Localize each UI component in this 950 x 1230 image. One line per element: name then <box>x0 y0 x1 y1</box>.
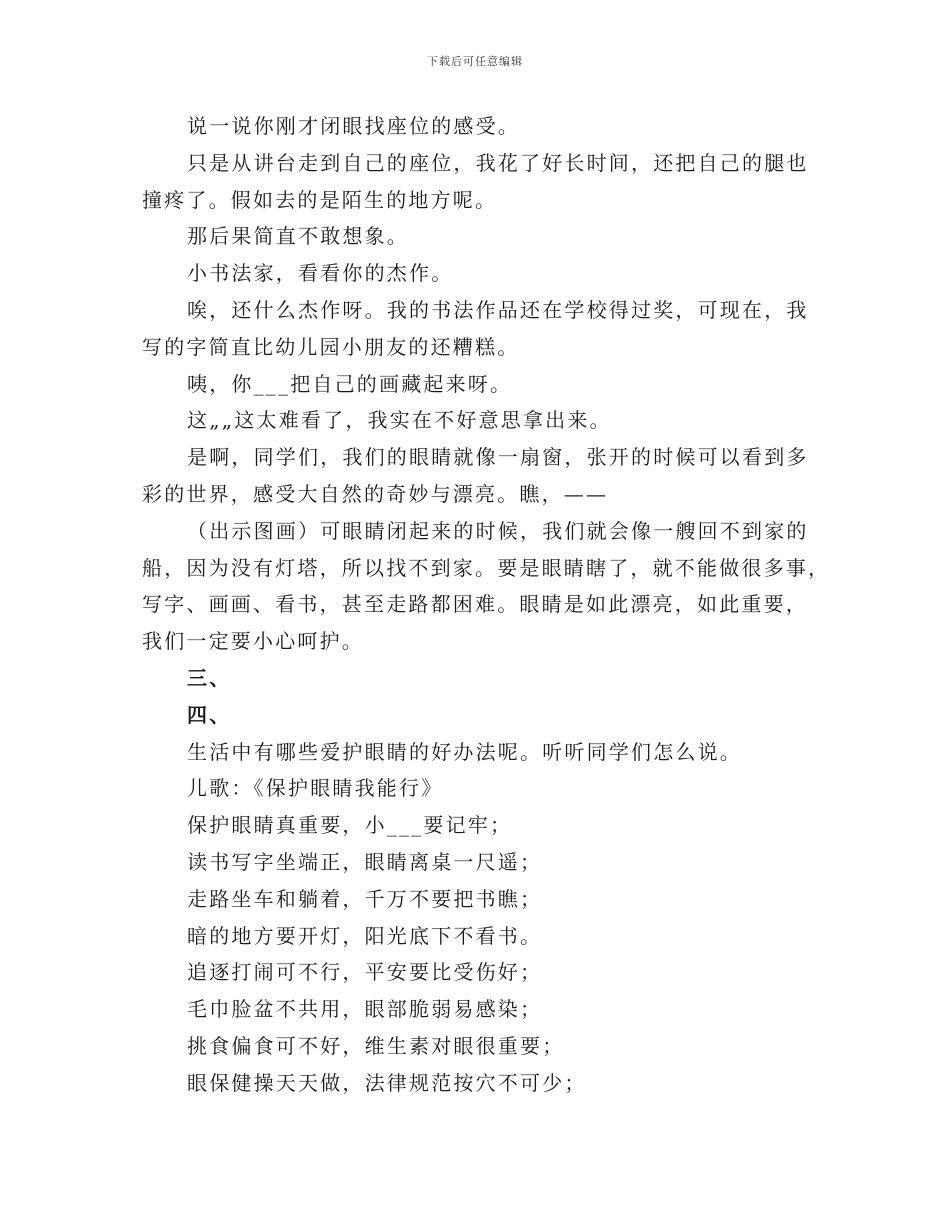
text-line: 保护眼睛真重要，小___要记牢； <box>187 813 513 838</box>
text-line: 四、 <box>187 702 232 727</box>
text-line: （出示图画）可眼睛闭起来的时候，我们就会像一艘回不到家的 <box>187 518 809 543</box>
text-line: 三、 <box>187 665 232 690</box>
text-line: 只是从讲台走到自己的座位，我花了好长时间，还把自己的腿也 <box>187 150 809 175</box>
text-line: 撞疼了。假如去的是陌生的地方呢。 <box>142 187 498 212</box>
text-line: 唉，还什么杰作呀。我的书法作品还在学校得过奖，可现在，我 <box>187 297 809 322</box>
text-line: 这„„这太难看了，我实在不好意思拿出来。 <box>187 408 612 433</box>
text-line: 写的字简直比幼儿园小朋友的还糟糕。 <box>142 334 520 359</box>
text-line: 读书写字坐端正，眼睛离桌一尺遥； <box>187 849 543 874</box>
text-line: 走路坐车和躺着，千万不要把书瞧； <box>187 886 543 911</box>
text-line: 暗的地方要开灯，阳光底下不看书。 <box>187 923 543 948</box>
page-header: 下载后可任意编辑 <box>427 55 523 68</box>
text-line: 说一说你刚才闭眼找座位的感受。 <box>187 114 520 138</box>
text-line: 挑食偏食可不好，维生素对眼很重要； <box>187 1033 565 1058</box>
text-line: 写字、画画、看书，甚至走路都困难。眼睛是如此漂亮，如此重要， <box>142 592 808 617</box>
text-line: 生活中有哪些爱护眼睛的好办法呢。听听同学们怎么说。 <box>187 739 742 764</box>
text-line: 眼保健操天天做，法律规范按穴不可少； <box>187 1070 587 1095</box>
text-line: 咦，你___把自己的画藏起来呀。 <box>187 371 513 396</box>
text-line: 船，因为没有灯塔，所以找不到家。要是眼睛瞎了，就不能做很多事， <box>142 555 831 580</box>
text-line: 儿歌：《保护眼睛我能行》 <box>187 776 444 801</box>
text-line: 追逐打闹可不行，平安要比受伤好； <box>187 960 543 985</box>
text-line: 那后果简直不敢想象。 <box>187 224 409 249</box>
text-line: 毛巾脸盆不共用，眼部脆弱易感染； <box>187 997 543 1022</box>
text-line: 小书法家，看看你的杰作。 <box>187 261 454 286</box>
document-body <box>142 108 831 1102</box>
text-line: 我们一定要小心呵护。 <box>142 629 364 654</box>
text-line: 是啊，同学们，我们的眼睛就像一扇窗，张开的时候可以看到多 <box>187 445 809 470</box>
text-line: 彩的世界，感受大自然的奇妙与漂亮。瞧，—— <box>142 481 609 506</box>
